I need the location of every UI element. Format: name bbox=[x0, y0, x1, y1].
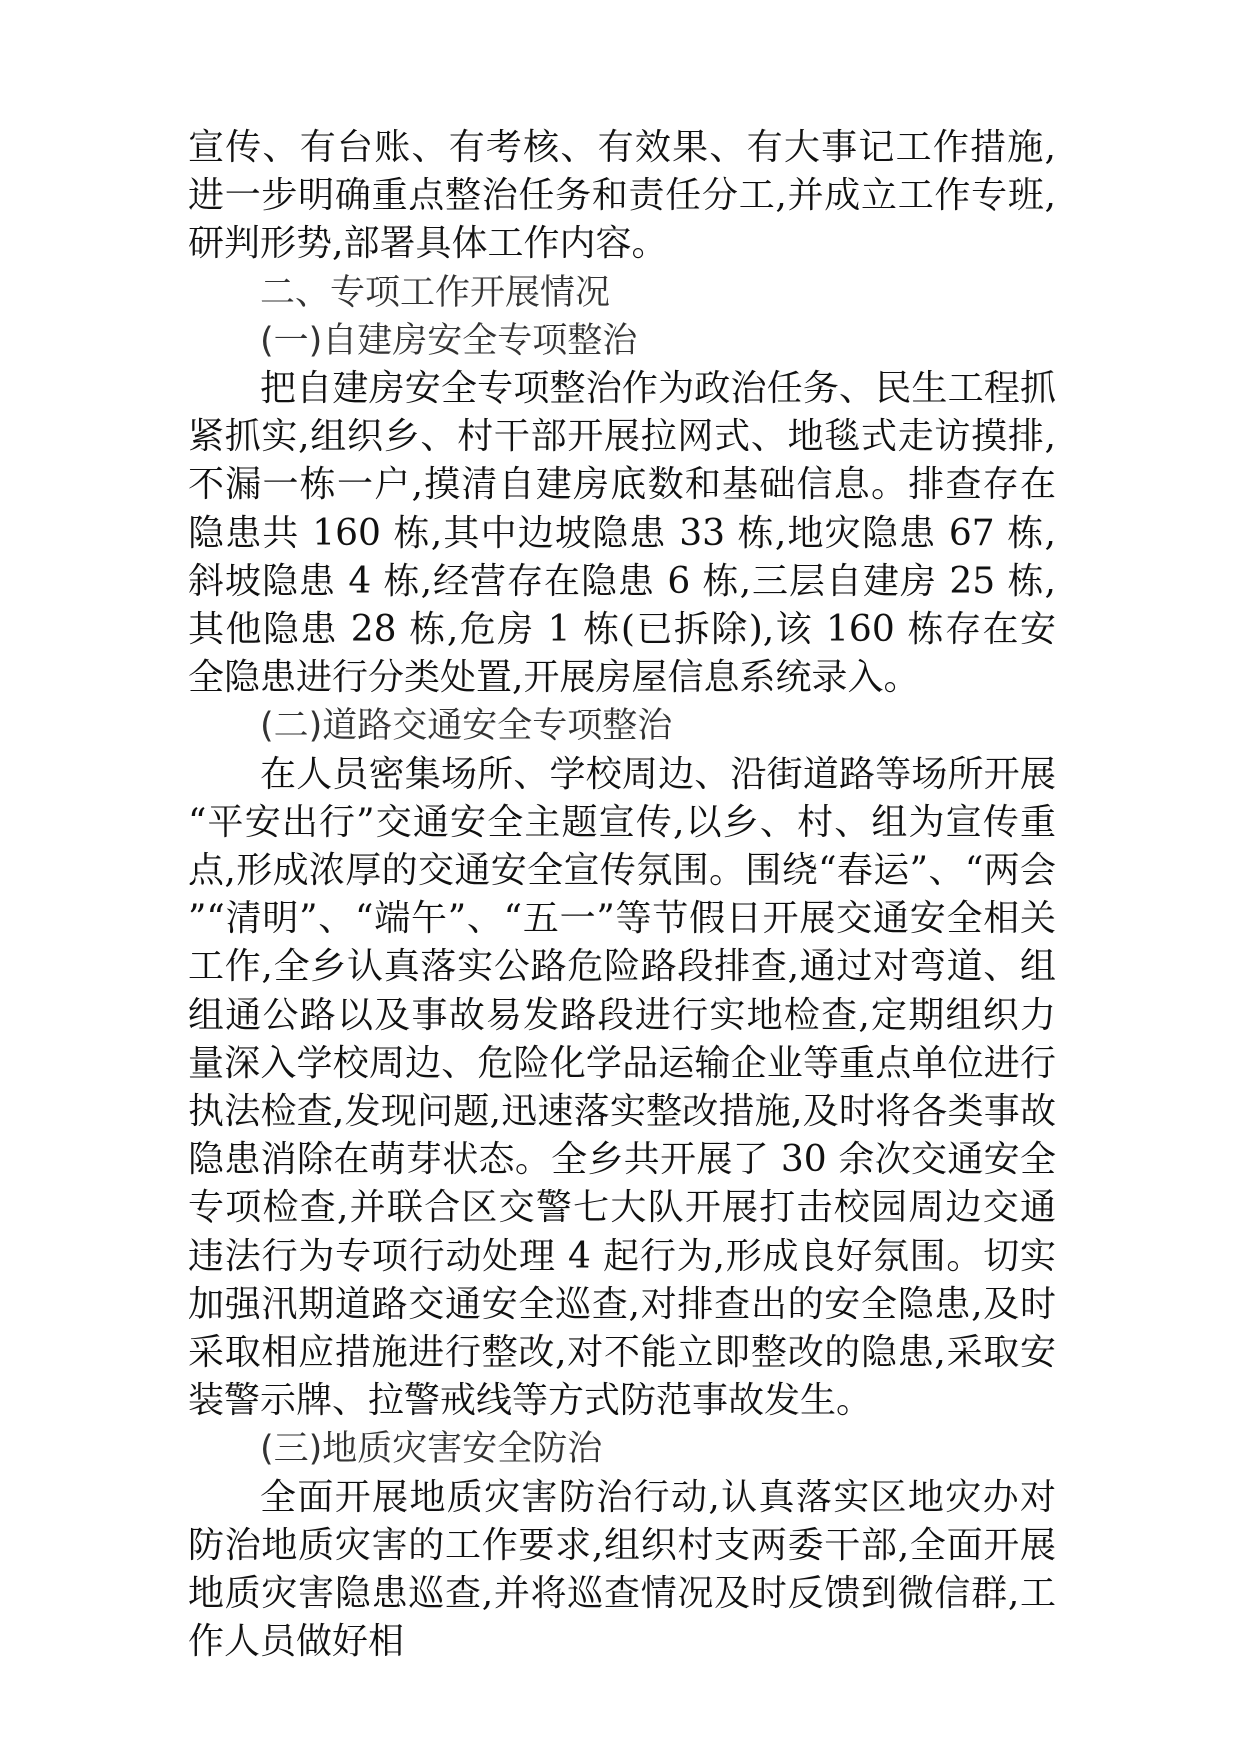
paragraph-continuation: 宣传、有台账、有考核、有效果、有大事记工作措施,进一步明确重点整治任务和责任分工,并成立工作专班,研判形势,部署具体工作内容。 bbox=[188, 127, 1056, 265]
document-page bbox=[188, 124, 1056, 1667]
subsection-heading-2: (二)道路交通安全专项整治 bbox=[260, 706, 673, 747]
section-heading-2: 二、专项工作开展情况 bbox=[260, 272, 611, 313]
paragraph-geological-disaster: 全面开展地质灾害防治行动,认真落实区地灾办对防治地质灾害的工作要求,组织村支两委干部,全面开展地质灾害隐患巡查,并将巡查情况及时反馈到微信群,工作人员做好相 bbox=[188, 1476, 1056, 1663]
subsection-heading-1: (一)自建房安全专项整治 bbox=[260, 320, 638, 361]
paragraph-road-traffic: 在人员密集场所、学校周边、沿街道路等场所开展“平安出行”交通安全主题宣传,以乡、村、组为宣传重点,形成浓厚的交通安全宣传氛围。围绕“春运”、“两会”“清明”、“端午”、“五一”等节假日开展交通安全相关工作,全乡认真落实公路危险路段排查,通过对弯道、组组通公路以及事故易发路段进行实地检查,定期组织力量深入学校周边、危险化学品运输企业等重点单位进行执法检查,发现问题,迅速落实整改措施,及时将各类事故隐患消除在萌芽状态。全乡共开展了 30 余次交通安全专项检查,并联合区交警七大队开展打击校园周边交通违法行为专项行动处理 4 起行为,形成良好氛围。切实加强汛期道路交通安全巡查,对排查出的安全隐患,及时采取相应措施进行整改,对不能立即整改的隐患,采取安装警示牌、拉警戒线等方式防范事故发生。 bbox=[188, 753, 1056, 1422]
paragraph-self-built-housing: 把自建房安全专项整治作为政治任务、民生工程抓紧抓实,组织乡、村干部开展拉网式、地毯式走访摸排,不漏一栋一户,摸清自建房底数和基础信息。排查存在隐患共 160 栋,其中边坡隐患 33 栋,地灾隐患 67 栋,斜坡隐患 4 栋,经营存在隐患 6 栋,三层自建房 25 栋,其他隐患 28 栋,危房 1 栋(已拆除),该 160 栋存在安全隐患进行分类处置,开展房屋信息系统录入。 bbox=[188, 368, 1056, 699]
subsection-heading-3: (三)地质灾害安全防治 bbox=[260, 1429, 603, 1470]
